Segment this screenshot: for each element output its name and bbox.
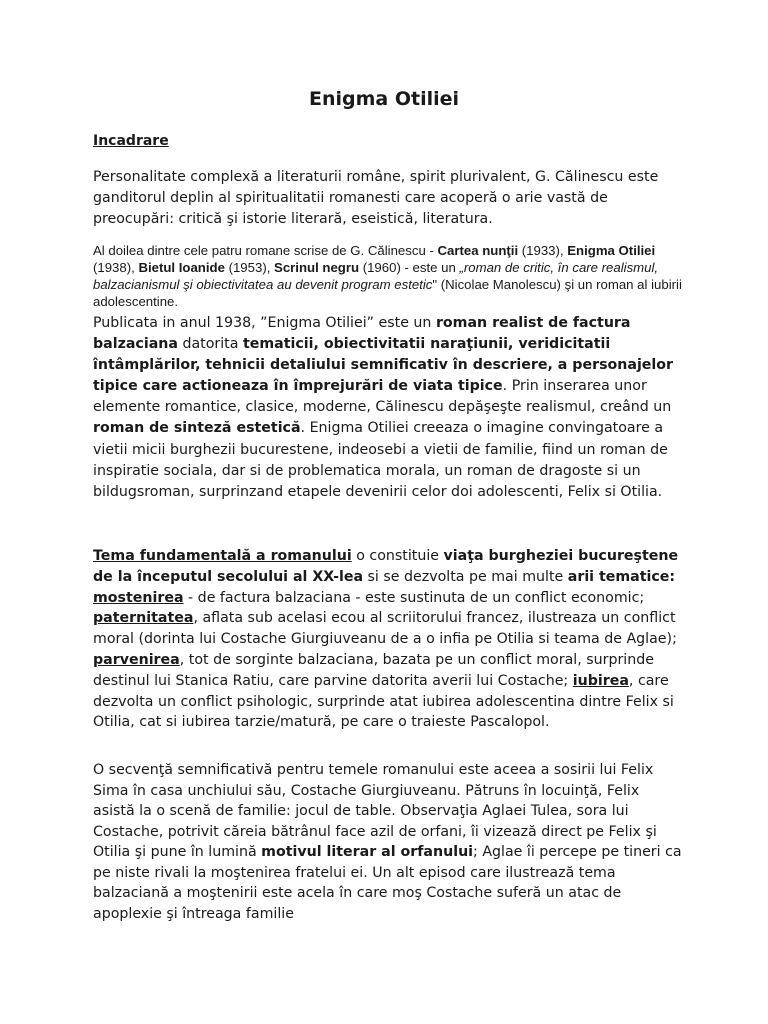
novel-title: Bietul Ioanide [138, 260, 225, 275]
section-heading: Incadrare [93, 133, 169, 149]
text-run: Publicata in anul 1938, ”Enigma Otiliei” este un [93, 315, 436, 331]
novel-title: Enigma Otiliei [567, 243, 656, 258]
text-run: , tot de sorginte balzaciana, bazata pe un conflict moral, surprinde destinul lui Stanica Ratiu, care parvine datorita averii lui Costache; [93, 651, 654, 689]
text-run: , care dezvolta un conflict psihologic, surprinde atat iubirea adolescentina dintre Felix si Otilia, cat si iubirea tarzie/matură, pe care o traieste Pascalopol. [93, 672, 674, 731]
text-run: , aflata sub acelasi ecou al scriitorului francez, ilustreaza un conflict moral (dorinta lui Costache Giurgiuveanu de a o infia pe Otilia si teama de Aglae); [93, 610, 677, 648]
novel-title: Scrinul negru [274, 260, 360, 275]
theme-iubirea: iubirea [572, 672, 629, 689]
text-run: Al doilea dintre cele patru romane scrise de G. Călinescu - [93, 243, 438, 258]
text-run: (1938), [93, 260, 139, 275]
text-run: . Prin inserarea unor elemente romantice, clasice, moderne, Călinescu depăşeşte realismul, creând un [93, 378, 672, 416]
emphasis: arii tematice: [567, 568, 676, 585]
quote: „roman de critic, în care realismul, balzacianismul şi obiectivitatea au devenit program estetic [93, 260, 659, 292]
theme-heading: Tema fundamentală a romanului [93, 548, 352, 564]
theme-parvenirea: parvenirea [93, 651, 180, 668]
text-run: (1960) - este un [359, 260, 460, 275]
text-run: . Enigma Otiliei creeaza o imagine convingatoare a vietii micii burghezii bucurestene, indeosebi a vietii de familie, fiind un roman de inspiratie sociala, dar si de problematica morala, un roman de dragoste si un bildugsroman, surprinzand etapele devenirii celor doi adolescenti, Felix si Otilia. [93, 420, 668, 500]
document-title: Enigma Otiliei [308, 88, 460, 110]
text-run: si se dezvolta pe mai multe [363, 568, 568, 585]
emphasis: roman de sinteză estetică [93, 420, 301, 437]
theme-mostenirea: mostenirea [93, 589, 184, 606]
paragraph-intro: Personalitate complexă a literaturii române, spirit plurivalent, G. Călinescu este ganditorul deplin al spiritualitatii romanesti care acoperă o arie vastă de preocupări: critică şi istorie literară, eseistică, literatura. [93, 169, 659, 227]
paragraph-sequence [93, 760, 683, 924]
text-run: " (Nicolae Manolescu) şi un roman al iubirii adolescentine. [93, 277, 682, 309]
text-run: (1933), [518, 243, 568, 258]
emphasis: roman realist de factura balzaciana [93, 315, 631, 353]
text-run: datorita [177, 336, 243, 353]
paragraph-theme [93, 546, 683, 733]
emphasis: tematicii, obiectivitatii naraţiunii, veridicitatii întâmplărilor, tehnicii detaliului semnificativ în descriere, a personajelor tipice care actioneaza în împrejurări de viata tipice [93, 336, 674, 395]
paragraph-realism [93, 313, 683, 503]
novel-title: Cartea nunţii [437, 243, 519, 258]
text-run: o constituie [351, 548, 444, 564]
emphasis: motivul literar al orfanului [261, 844, 474, 860]
emphasis: viaţa burgheziei bucureştene de la începutul secolului al XX-lea [93, 548, 679, 585]
text-run: ; Aglae îi percepe pe tineri ca pe niste rivali la moştenirea fratelui ei. Un alt episod care ilustrează tema balzaciană a moştenirii este acela în care moş Costache suferă un atac de apoplexie şi întreaga familie [93, 844, 682, 922]
text-run: (1953), [224, 260, 275, 275]
paragraph-novels [93, 242, 683, 310]
text-run: - de factura balzaciana - este sustinuta de un conflict economic; [183, 589, 645, 606]
theme-paternitatea: paternitatea [93, 610, 194, 627]
text-run: O secvenţă semnificativă pentru temele romanului este aceea a sosirii lui Felix Sima în casa unchiului său, Costache Giurgiuveanu. Pătruns în locuinţă, Felix asistă la o scenă de familie: jocul de table. Observaţia Aglaei Tulea, sora lui Costache, potrivit căreia bătrânul face azil de orfani, îi vizează direct pe Felix şi Otilia şi pune în lumină [93, 762, 657, 860]
